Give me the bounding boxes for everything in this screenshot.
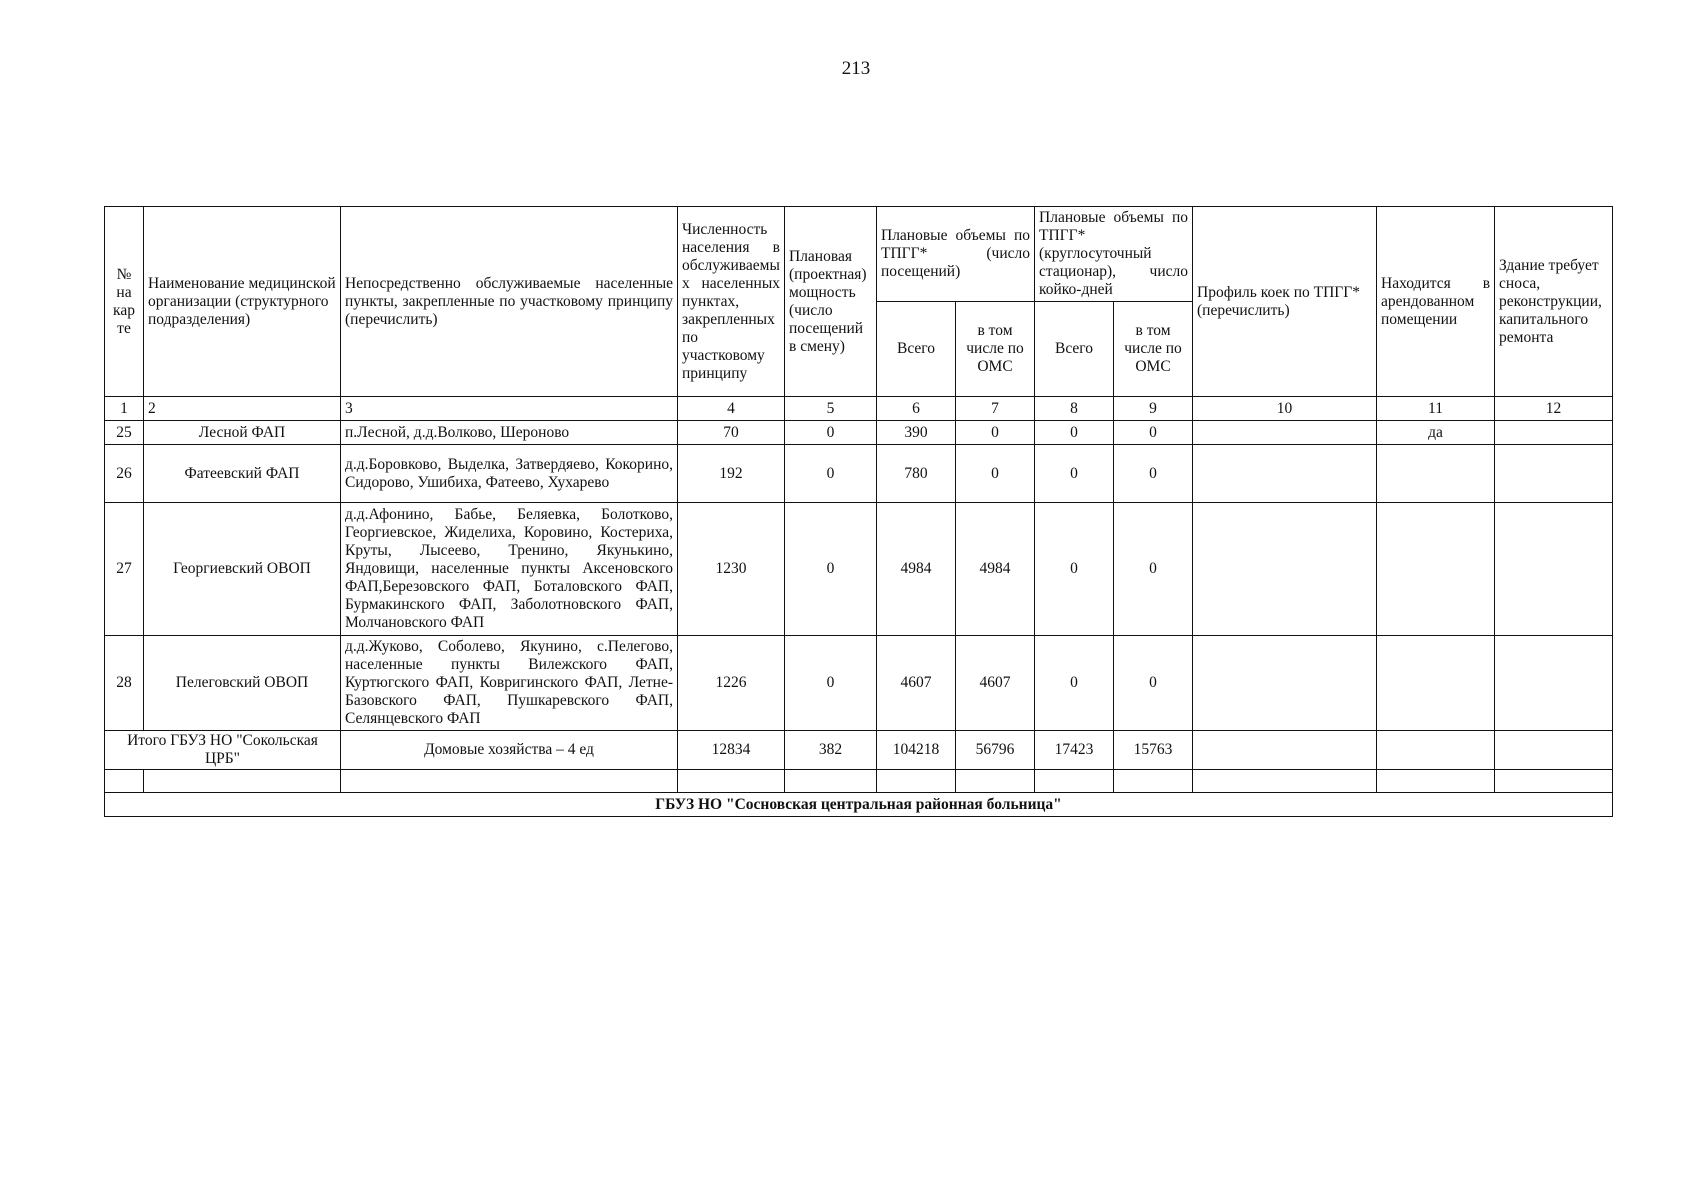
beddays-oms: 0 [1114,503,1193,636]
repair [1495,445,1613,503]
beddays-total: 0 [1035,445,1114,503]
repair [1495,503,1613,636]
col-number: 2 [144,397,341,421]
empty-cell [1114,770,1193,793]
visits-total: 780 [877,445,956,503]
section-title: ГБУЗ НО "Сосновская центральная районная больница" [105,793,1613,817]
beddays-total: 0 [1035,503,1114,636]
rented [1377,503,1495,636]
beddays-oms: 0 [1114,636,1193,731]
empty-cell [1193,770,1377,793]
section-row [105,793,1613,817]
total-beddays-oms: 15763 [1114,731,1193,770]
header-settlements: Непосредственно обслуживаемые населенные пункты, закрепленные по участковому принципу (перечислить) [341,207,678,397]
settlements: д.д.Афонино, Бабье, Беляевка, Болотково, Георгиевское, Жиделиха, Коровино, Костериха, Круты, Лысеево, Тренино, Якунькино, Яндовищи, населенные пункты Аксеновского ФАП,Березовского ФАП, Боталовского ФАП, Бурмакинского ФАП, Заболотновского ФАП, Молчановского ФАП [341,503,678,636]
numbering-row [105,397,1613,421]
visits-oms: 4984 [956,503,1035,636]
organization-name: Лесной ФАП [144,421,341,445]
col-number: 12 [1495,397,1613,421]
total-beddays-total: 17423 [1035,731,1114,770]
table-row [105,636,1613,731]
empty-cell [144,770,341,793]
total-settlements: Домовые хозяйства – 4 ед [341,731,678,770]
medical-organizations-table [104,206,1613,817]
total-row [105,731,1613,770]
visits-total: 4984 [877,503,956,636]
visits-total: 4607 [877,636,956,731]
visits-total: 390 [877,421,956,445]
visits-oms: 0 [956,445,1035,503]
total-capacity: 382 [785,731,877,770]
col-number: 7 [956,397,1035,421]
col-number: 6 [877,397,956,421]
row-number: 25 [105,421,144,445]
bed-profile [1193,445,1377,503]
header-visits-oms: в том числе по ОМС [956,302,1035,397]
settlements: д.д.Жуково, Соболево, Якунино, с.Пелегово, населенные пункты Вилежского ФАП, Куртюгского ФАП, Ковригинского ФАП, Летне-Базовского ФАП, Пушкаревского ФАП, Селянцевского ФАП [341,636,678,731]
settlements: д.д.Боровково, Выделка, Затвердяево, Кокорино, Сидорово, Ушибиха, Фатеево, Хухарево [341,445,678,503]
col-number: 10 [1193,397,1377,421]
total-rented [1377,731,1495,770]
organization-name: Фатеевский ФАП [144,445,341,503]
rented [1377,636,1495,731]
col-number: 8 [1035,397,1114,421]
population: 1226 [678,636,785,731]
repair [1495,636,1613,731]
total-label: Итого ГБУЗ НО "Сокольская ЦРБ" [105,731,341,770]
row-number: 27 [105,503,144,636]
empty-cell [956,770,1035,793]
organization-name: Пелеговский ОВОП [144,636,341,731]
population: 70 [678,421,785,445]
header-beddays-group: Плановые объемы по ТПГГ* (круглосуточный стационар), число койко-дней [1035,207,1193,302]
col-number: 9 [1114,397,1193,421]
table-row [105,503,1613,636]
col-number: 5 [785,397,877,421]
empty-cell [1495,770,1613,793]
col-number: 1 [105,397,144,421]
visits-oms: 0 [956,421,1035,445]
header-organization-name: Наименование медицинской организации (структурного подразделения) [144,207,341,397]
row-number: 28 [105,636,144,731]
header-beddays-total: Всего [1035,302,1114,397]
rented [1377,445,1495,503]
visits-oms: 4607 [956,636,1035,731]
empty-cell [877,770,956,793]
header-repair: Здание требует сноса, реконструкции, капитального ремонта [1495,207,1613,397]
total-visits-total: 104218 [877,731,956,770]
organization-name: Георгиевский ОВОП [144,503,341,636]
repair [1495,421,1613,445]
population: 1230 [678,503,785,636]
beddays-oms: 0 [1114,445,1193,503]
capacity: 0 [785,503,877,636]
empty-row [105,770,1613,793]
bed-profile [1193,421,1377,445]
header-rented: Находится в арендованном помещении [1377,207,1495,397]
total-population: 12834 [678,731,785,770]
total-profile [1193,731,1377,770]
col-number: 4 [678,397,785,421]
empty-cell [1377,770,1495,793]
capacity: 0 [785,421,877,445]
settlements: п.Лесной, д.д.Волково, Шероново [341,421,678,445]
capacity: 0 [785,636,877,731]
beddays-total: 0 [1035,636,1114,731]
table-row [105,445,1613,503]
table-row [105,421,1613,445]
beddays-total: 0 [1035,421,1114,445]
empty-cell [785,770,877,793]
row-number: 26 [105,445,144,503]
total-repair [1495,731,1613,770]
header-bed-profile: Профиль коек по ТПГГ* (перечислить) [1193,207,1377,397]
empty-cell [341,770,678,793]
header-capacity: Плановая (проектная) мощность (число посещений в смену) [785,207,877,397]
header-row-1 [105,207,1613,302]
capacity: 0 [785,445,877,503]
rented: да [1377,421,1495,445]
beddays-oms: 0 [1114,421,1193,445]
empty-cell [1035,770,1114,793]
empty-cell [678,770,785,793]
page-number: 213 [841,58,871,79]
col-number: 11 [1377,397,1495,421]
bed-profile [1193,503,1377,636]
header-beddays-oms: в том числе по ОМС [1114,302,1193,397]
header-map-number: № на кар те [105,207,144,397]
bed-profile [1193,636,1377,731]
header-population: Численность населения в обслуживаемых населенных пунктах, закрепленных по участковому принципу [678,207,785,397]
empty-cell [105,770,144,793]
header-visits-group: Плановые объемы по ТПГГ* (число посещений) [877,207,1035,302]
col-number: 3 [341,397,678,421]
total-visits-oms: 56796 [956,731,1035,770]
header-visits-total: Всего [877,302,956,397]
population: 192 [678,445,785,503]
